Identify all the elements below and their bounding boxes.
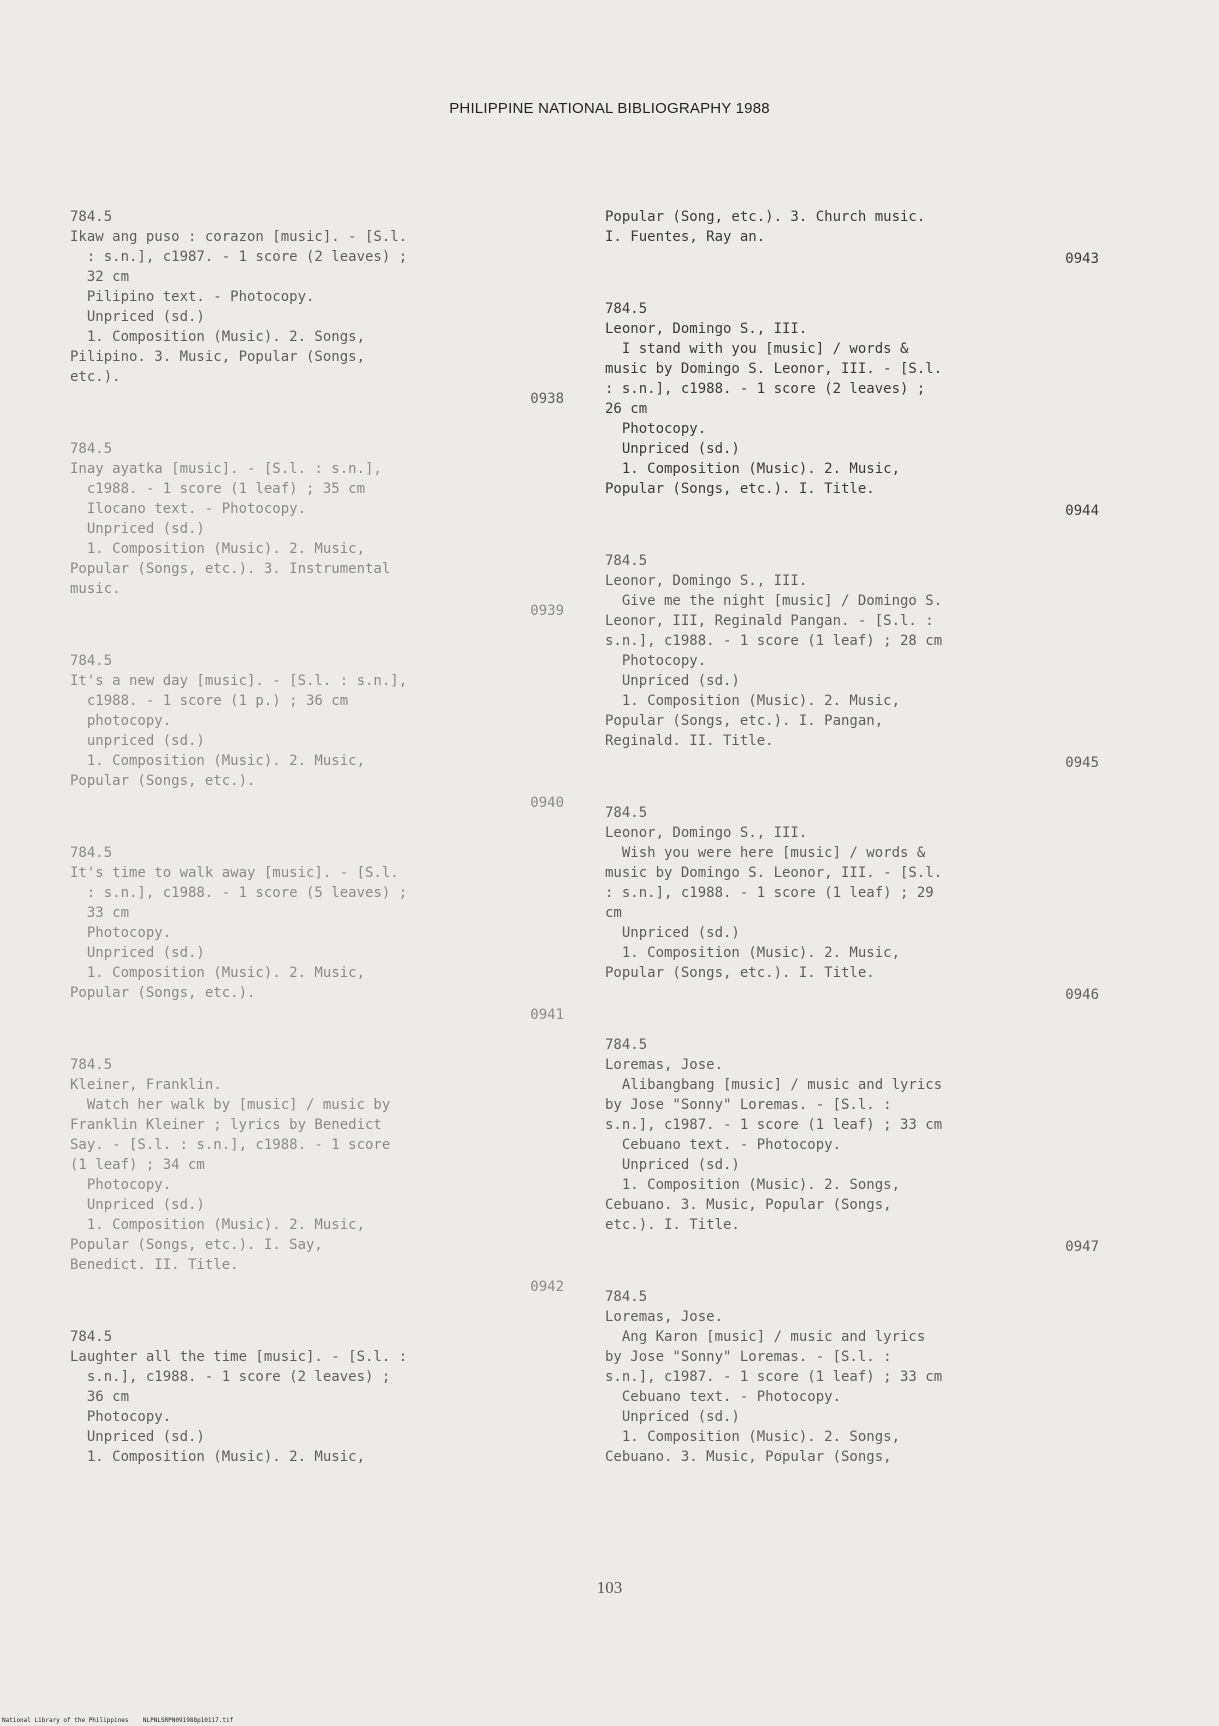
entry-line: : s.n.], c1988. - 1 score (1 leaf) ; 29 bbox=[605, 885, 934, 901]
entry-line: Franklin Kleiner ; lyrics by Benedict bbox=[70, 1117, 382, 1133]
entry-line: Cebuano. 3. Music, Popular (Songs, bbox=[605, 1197, 892, 1213]
entry-line: Popular (Songs, etc.). I. Say, bbox=[70, 1237, 323, 1253]
entry-line: Cebuano text. - Photocopy. bbox=[605, 1389, 842, 1405]
entry-line: : s.n.], c1987. - 1 score (2 leaves) ; bbox=[70, 249, 408, 265]
entry-number: 0940 bbox=[530, 795, 564, 811]
entry-line: Popular (Songs, etc.). I. Pangan, bbox=[605, 713, 884, 729]
entry-line: Cebuano. 3. Music, Popular (Songs, bbox=[605, 1449, 892, 1465]
entry-line: 1. Composition (Music). 2. Music, bbox=[70, 541, 366, 557]
entry-line: etc.). I. Title. bbox=[605, 1217, 740, 1233]
page-title: PHILIPPINE NATIONAL BIBLIOGRAPHY 1988 bbox=[449, 100, 770, 117]
entry-line: 26 cm bbox=[605, 401, 648, 417]
entry-line: Watch her walk by [music] / music by bbox=[70, 1097, 391, 1113]
entry-line: I stand with you [music] / words & bbox=[605, 341, 909, 357]
bibliography-entry bbox=[70, 439, 570, 621]
entry-line: music by Domingo S. Leonor, III. - [S.l. bbox=[605, 865, 943, 881]
entry-line: Unpriced (sd.) bbox=[70, 945, 205, 961]
bibliography-entry bbox=[70, 1327, 570, 1467]
entry-line: Laughter all the time [music]. - [S.l. : bbox=[70, 1349, 408, 1365]
entry-line: Popular (Songs, etc.). 3. Instrumental bbox=[70, 561, 391, 577]
classification-number: 784.5 bbox=[605, 1289, 648, 1305]
classification-number: 784.5 bbox=[605, 805, 648, 821]
entry-line: Ikaw ang puso : corazon [music]. - [S.l. bbox=[70, 229, 408, 245]
entry-line: Unpriced (sd.) bbox=[605, 925, 740, 941]
entry-line: Unpriced (sd.) bbox=[605, 673, 740, 689]
entry-line: photocopy. bbox=[70, 713, 172, 729]
entry-line: Popular (Songs, etc.). bbox=[70, 985, 256, 1001]
entry-line: Unpriced (sd.) bbox=[605, 1157, 740, 1173]
entry-line: s.n.], c1988. - 1 score (2 leaves) ; bbox=[70, 1369, 391, 1385]
entry-line: Alibangbang [music] / music and lyrics bbox=[605, 1077, 943, 1093]
entry-line: : s.n.], c1988. - 1 score (2 leaves) ; bbox=[605, 381, 926, 397]
entry-line: s.n.], c1987. - 1 score (1 leaf) ; 33 cm bbox=[605, 1369, 943, 1385]
entry-line: Unpriced (sd.) bbox=[70, 521, 205, 537]
bibliography-entry bbox=[70, 651, 570, 813]
entry-line: Give me the night [music] / Domingo S. bbox=[605, 593, 943, 609]
entry-line: 33 cm bbox=[70, 905, 130, 921]
entry-line: Photocopy. bbox=[70, 1177, 172, 1193]
entry-line: Popular (Song, etc.). 3. Church music. bbox=[605, 209, 926, 225]
bibliography-entry bbox=[70, 207, 570, 409]
entry-line: 32 cm bbox=[70, 269, 130, 285]
entry-number: 0946 bbox=[1065, 987, 1099, 1003]
right-column bbox=[605, 207, 1105, 1497]
entry-line: by Jose "Sonny" Loremas. - [S.l. : bbox=[605, 1097, 892, 1113]
entry-line: Cebuano text. - Photocopy. bbox=[605, 1137, 842, 1153]
entry-line: by Jose "Sonny" Loremas. - [S.l. : bbox=[605, 1349, 892, 1365]
entry-line: Popular (Songs, etc.). bbox=[70, 773, 256, 789]
left-column bbox=[70, 207, 570, 1497]
entry-line: etc.). bbox=[70, 369, 121, 385]
entry-line: Loremas, Jose. bbox=[605, 1057, 724, 1073]
entry-line: Leonor, Domingo S., III. bbox=[605, 321, 808, 337]
entry-line: 1. Composition (Music). 2. Music, bbox=[605, 693, 901, 709]
entry-line: c1988. - 1 score (1 p.) ; 36 cm bbox=[70, 693, 349, 709]
entry-line: Loremas, Jose. bbox=[605, 1309, 724, 1325]
bibliography-entry bbox=[605, 551, 1105, 773]
bibliography-entry bbox=[70, 1055, 570, 1297]
entry-number: 0943 bbox=[1065, 251, 1099, 267]
entry-number: 0942 bbox=[530, 1279, 564, 1295]
entry-line: Popular (Songs, etc.). I. Title. bbox=[605, 481, 875, 497]
entry-line: unpriced (sd.) bbox=[70, 733, 205, 749]
entry-line: 1. Composition (Music). 2. Music, bbox=[605, 945, 901, 961]
entry-line: Unpriced (sd.) bbox=[605, 441, 740, 457]
entry-line: It's time to walk away [music]. - [S.l. bbox=[70, 865, 399, 881]
classification-number: 784.5 bbox=[605, 553, 648, 569]
entry-line: Reginald. II. Title. bbox=[605, 733, 774, 749]
entry-number: 0945 bbox=[1065, 755, 1099, 771]
entry-line: Inay ayatka [music]. - [S.l. : s.n.], bbox=[70, 461, 382, 477]
entry-line: (1 leaf) ; 34 cm bbox=[70, 1157, 205, 1173]
entry-line: Photocopy. bbox=[605, 421, 707, 437]
entry-number: 0939 bbox=[530, 603, 564, 619]
entry-number: 0944 bbox=[1065, 503, 1099, 519]
entry-line: 1. Composition (Music). 2. Songs, bbox=[605, 1177, 901, 1193]
entry-line: Photocopy. bbox=[605, 653, 707, 669]
entry-line: Unpriced (sd.) bbox=[70, 1197, 205, 1213]
entry-line: Wish you were here [music] / words & bbox=[605, 845, 926, 861]
entry-line: : s.n.], c1988. - 1 score (5 leaves) ; bbox=[70, 885, 408, 901]
classification-number: 784.5 bbox=[70, 845, 113, 861]
bibliography-entry bbox=[605, 1287, 1105, 1467]
classification-number: 784.5 bbox=[70, 209, 113, 225]
entry-number: 0938 bbox=[530, 391, 564, 407]
entry-line: Leonor, Domingo S., III. bbox=[605, 825, 808, 841]
entry-line: s.n.], c1988. - 1 score (1 leaf) ; 28 cm bbox=[605, 633, 943, 649]
classification-number: 784.5 bbox=[70, 1057, 113, 1073]
classification-number: 784.5 bbox=[70, 1329, 113, 1345]
entry-line: Ang Karon [music] / music and lyrics bbox=[605, 1329, 926, 1345]
entry-line: Say. - [S.l. : s.n.], c1988. - 1 score bbox=[70, 1137, 391, 1153]
bibliography-entry bbox=[605, 803, 1105, 1005]
bibliography-entry bbox=[605, 1035, 1105, 1257]
classification-number: 784.5 bbox=[605, 1037, 648, 1053]
entry-line: 1. Composition (Music). 2. Songs, bbox=[605, 1429, 901, 1445]
entry-line: Benedict. II. Title. bbox=[70, 1257, 239, 1273]
entry-line: Pilipino text. - Photocopy. bbox=[70, 289, 315, 305]
entry-line: 1. Composition (Music). 2. Songs, bbox=[70, 329, 366, 345]
entry-line: Leonor, Domingo S., III. bbox=[605, 573, 808, 589]
entry-line: music by Domingo S. Leonor, III. - [S.l. bbox=[605, 361, 943, 377]
entry-line: s.n.], c1987. - 1 score (1 leaf) ; 33 cm bbox=[605, 1117, 943, 1133]
entry-line: Unpriced (sd.) bbox=[70, 1429, 205, 1445]
bibliography-entry bbox=[70, 843, 570, 1025]
scan-footer: National Library of the Philippines NLPNLSRPN091988p10117.tif bbox=[2, 1717, 234, 1724]
bibliography-entry bbox=[605, 299, 1105, 521]
entry-line: 1. Composition (Music). 2. Music, bbox=[70, 965, 366, 981]
classification-number: 784.5 bbox=[605, 301, 648, 317]
entry-line: Pilipino. 3. Music, Popular (Songs, bbox=[70, 349, 366, 365]
classification-number: 784.5 bbox=[70, 653, 113, 669]
entry-line: 36 cm bbox=[70, 1389, 130, 1405]
entry-line: Unpriced (sd.) bbox=[70, 309, 205, 325]
page-number: 103 bbox=[596, 1578, 623, 1597]
entry-number: 0947 bbox=[1065, 1239, 1099, 1255]
entry-line: cm bbox=[605, 905, 622, 921]
classification-number: 784.5 bbox=[70, 441, 113, 457]
entry-line: I. Fuentes, Ray an. bbox=[605, 229, 766, 245]
entry-line: Kleiner, Franklin. bbox=[70, 1077, 222, 1093]
entry-line: Popular (Songs, etc.). I. Title. bbox=[605, 965, 875, 981]
entry-line: 1. Composition (Music). 2. Music, bbox=[70, 1449, 366, 1465]
entry-line: 1. Composition (Music). 2. Music, bbox=[70, 1217, 366, 1233]
entry-line: Unpriced (sd.) bbox=[605, 1409, 740, 1425]
entry-line: c1988. - 1 score (1 leaf) ; 35 cm bbox=[70, 481, 366, 497]
entry-line: 1. Composition (Music). 2. Music, bbox=[70, 753, 366, 769]
entry-line: Photocopy. bbox=[70, 925, 172, 941]
entry-line: It's a new day [music]. - [S.l. : s.n.], bbox=[70, 673, 408, 689]
entry-line: Leonor, III, Reginald Pangan. - [S.l. : bbox=[605, 613, 934, 629]
entry-number: 0941 bbox=[530, 1007, 564, 1023]
entry-line: Photocopy. bbox=[70, 1409, 172, 1425]
bibliography-entry bbox=[605, 207, 1105, 269]
entry-line: music. bbox=[70, 581, 121, 597]
entry-line: 1. Composition (Music). 2. Music, bbox=[605, 461, 901, 477]
entry-line: Ilocano text. - Photocopy. bbox=[70, 501, 307, 517]
